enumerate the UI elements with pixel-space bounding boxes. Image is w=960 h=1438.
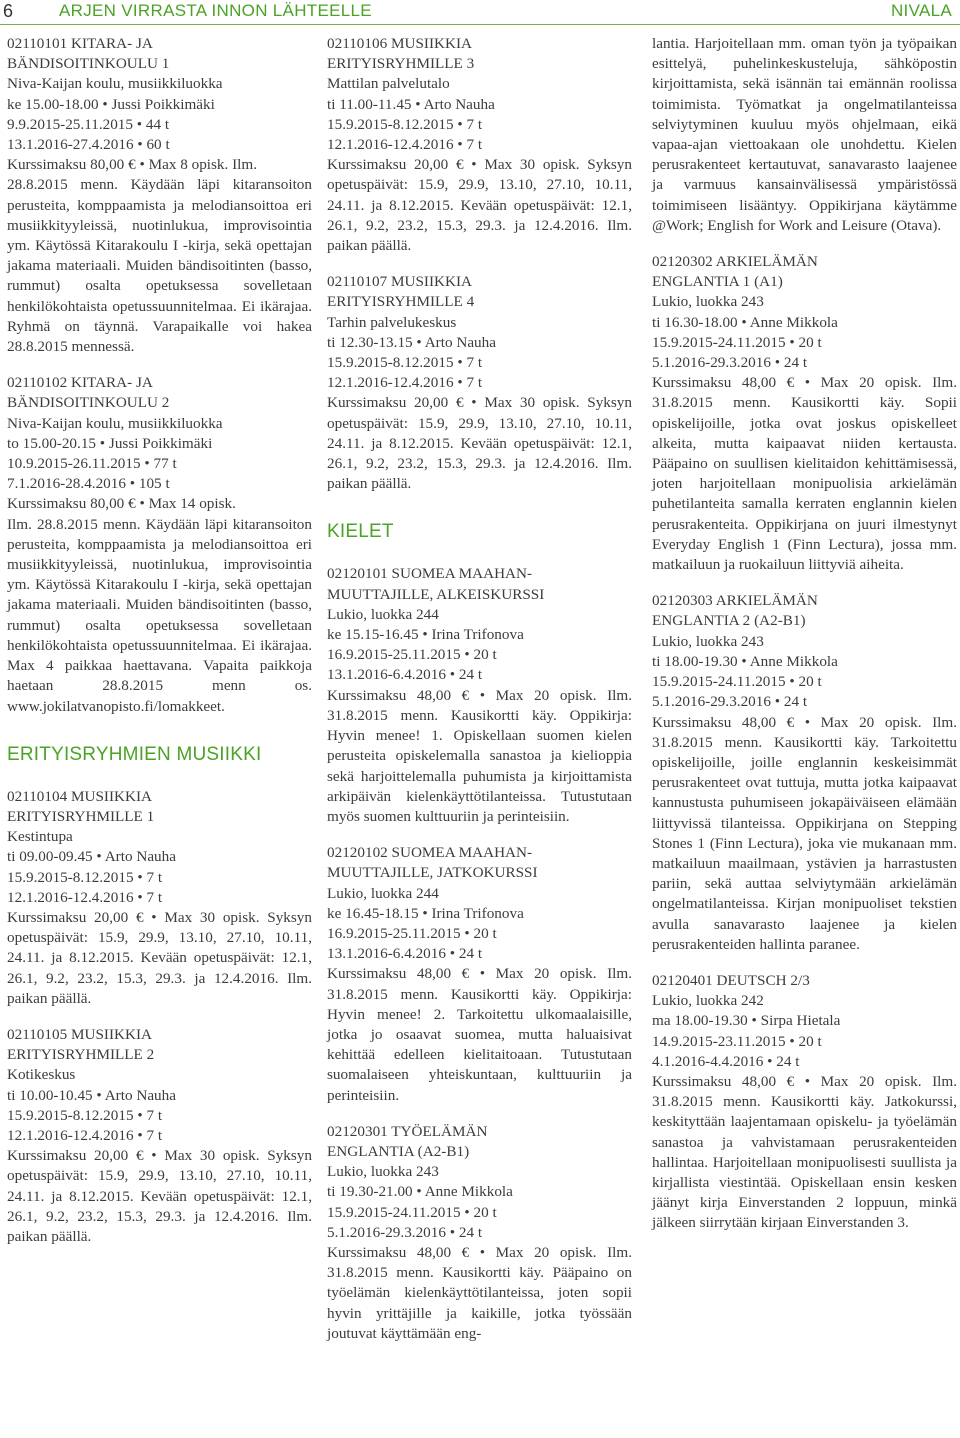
course-time-teacher: ti 18.00-19.30 • Anne Mikkola [652, 652, 838, 670]
section-heading: ERITYISRYHMIEN MUSIIKKI [7, 743, 262, 765]
course-time-teacher: ti 09.00-09.45 • Arto Nauha [7, 848, 176, 866]
column-left [7, 34, 312, 1263]
course-description: Kurssimaksu 48,00 € • Max 20 opisk. Ilm. 31.8.2015 menn. Kausikortti käy. Oppikirja: Hyvin menee! 1. Opiskellaan suomen kielen perusteita opiskelemalla sanastoa ja kielioppia sekä harjoittelemalla puhumista ja kirjoittamista arkipäivän kielenkäyttötilanteissa. Tutustutaan myös suomen kulttuuriin ja perinteisiin. [327, 686, 632, 825]
course-code-title: MUUTTAJILLE, JATKOKURSSI [327, 864, 538, 882]
course-code-title: ERITYISRYHMILLE 2 [7, 1046, 155, 1064]
course-entry [7, 787, 312, 1009]
course-time-teacher: ke 15.00-18.00 • Jussi Poikkimäki [7, 95, 215, 113]
course-dates: 12.1.2016-12.4.2016 • 7 t [327, 374, 483, 392]
course-description: Kurssimaksu 48,00 € • Max 20 opisk. Ilm. 31.8.2015 menn. Kausikortti käy. Tarkoitettu opiskelijoille, joille englannin keskeisimmät perusrakenteet ovat tuttuja, mutta jotka kaipaavat kannustusta puhumiseen jokapäiväiseen elämään liittyvissä tilanteissa. Oppikirjana on Stepping Stones 1 (Finn Lectura), joka vie mukanaan mm. matkailuun maailmaan, ystävien ja harrastusten pariin, sekä auttaa selviytymään arkielämän ongelmatilanteissa. Kirjan monipuoliset tekstien avulla sanavarasto laajenee ja kielen perusrakenteiden hallinta paranee. [652, 713, 957, 953]
course-dates: 15.9.2015-8.12.2015 • 7 t [327, 115, 483, 133]
course-location: Kotikeskus [7, 1066, 76, 1084]
course-entry [327, 1122, 632, 1344]
course-location: Lukio, luokka 243 [652, 293, 764, 311]
course-code-title: 02110104 MUSIIKKIA [7, 787, 152, 805]
course-entry [7, 34, 312, 357]
course-code-title: 02110105 MUSIIKKIA [7, 1025, 152, 1043]
course-time-teacher: ke 16.45-18.15 • Irina Trifonova [327, 904, 524, 922]
course-location: Niva-Kaijan koulu, musiikkiluokka [7, 75, 223, 93]
course-dates: 12.1.2016-12.4.2016 • 7 t [7, 1126, 163, 1144]
course-description: Kurssimaksu 48,00 € • Max 20 opisk. Ilm. 31.8.2015 menn. Kausikortti käy. Jatkokurssi, keskityttään laajentamaan opiskelu- ja työelämän sanastoa ja vahvistamaan perusrakenteiden hallintaa. Harjoitellaan monipuolisesti suullista ja kirjallista viestintää. Opiskellaan ensin kesken jäänyt kirja Einverstanden 2 loppuun, minkä jälkeen siirrytään kirjaan Einverstanden 3. [652, 1072, 957, 1232]
course-dates: 7.1.2016-28.4.2016 • 105 t [7, 475, 170, 493]
column-right [652, 34, 957, 1250]
course-location: Mattilan palvelutalo [327, 75, 450, 93]
course-time-teacher: ma 18.00-19.30 • Sirpa Hietala [652, 1012, 841, 1030]
course-code-title: ERITYISRYHMILLE 4 [327, 293, 475, 311]
course-time-teacher: ti 11.00-11.45 • Arto Nauha [327, 95, 495, 113]
course-dates: 14.9.2015-23.11.2015 • 20 t [652, 1032, 822, 1050]
course-dates: 5.1.2016-29.3.2016 • 24 t [652, 354, 808, 372]
course-code-title: 02110107 MUSIIKKIA [327, 273, 472, 291]
course-entry [652, 591, 957, 955]
course-dates: 12.1.2016-12.4.2016 • 7 t [327, 136, 483, 154]
page-number: 6 [3, 1, 14, 21]
course-code-title: ERITYISRYHMILLE 3 [327, 55, 475, 73]
course-dates: 15.9.2015-8.12.2015 • 7 t [7, 1106, 163, 1124]
course-time-teacher: to 15.00-20.15 • Jussi Poikkimäki [7, 434, 213, 452]
course-location: Lukio, luokka 244 [327, 884, 439, 902]
course-dates: 5.1.2016-29.3.2016 • 24 t [327, 1223, 483, 1241]
course-entry [652, 252, 957, 575]
course-entry [327, 843, 632, 1106]
course-dates: 4.1.2016-4.4.2016 • 24 t [652, 1052, 800, 1070]
course-entry [7, 1025, 312, 1247]
course-entry [327, 34, 632, 256]
course-dates: 9.9.2015-25.11.2015 • 44 t [7, 115, 170, 133]
course-location: Lukio, luokka 243 [327, 1163, 439, 1181]
course-location: Tarhin palvelukeskus [327, 313, 457, 331]
course-description: lantia. Harjoitellaan mm. oman työn ja työpaikan esittelyä, puhelinkeskusteluja, sähköpostin kirjoittamista, sekä isännän tai emännän roolissa toimimista. Työmatkat ja ongelmatilanteissa selviytyminen kuuluu myös ohjelmaan, eikä vapaa-ajan viettoakaan ole unohdettu. Kielen perusrakenteet kertautuvat, sanavarasto laajenee ja varmuus kansainvälisessä ympäristössä toimimiseen lisääntyy. Oppikirjana käytämme @Work; English for Work and Leisure (Otava). [652, 35, 957, 234]
course-entry [327, 272, 632, 494]
course-time-teacher: ke 15.15-16.45 • Irina Trifonova [327, 626, 524, 644]
course-code-title: ENGLANTIA 1 (A1) [652, 273, 783, 291]
course-fee: Kurssimaksu 80,00 € • Max 14 opisk. [7, 495, 236, 513]
course-code-title: ERITYISRYHMILLE 1 [7, 807, 155, 825]
course-dates: 15.9.2015-24.11.2015 • 20 t [327, 1203, 497, 1221]
course-code-title: BÄNDISOITINKOULU 2 [7, 394, 170, 412]
course-location: Kestintupa [7, 828, 73, 846]
page-header [0, 0, 960, 24]
course-code-title: BÄNDISOITINKOULU 1 [7, 55, 170, 73]
course-dates: 5.1.2016-29.3.2016 • 24 t [652, 693, 808, 711]
course-entry [7, 373, 312, 716]
course-entry [652, 971, 957, 1234]
course-code-title: 02110102 KITARA- JA [7, 374, 153, 392]
course-description: Ilm. 28.8.2015 menn. Käydään läpi kitaransoiton perusteita, komppaamista ja melodiansoittoa eri musiikkityyleissä, nuotinlukua, improvisointia ym. Käytössä Kitarakoulu I -kirja, sekä opettajan jakama materiaali. Muiden bändisoitinten (basso, rummut) osalta opetuksessa sovelletaan henkilökohtaista opetussuunnitelmaa. Ei ikärajaa. Max 4 paikkaa haettavana. Vapaita paikkoja haetaan 28.8.2015 menn os. www.jokilatvanopisto.fi/lomakkeet. [7, 515, 312, 715]
course-time-teacher: ti 12.30-13.15 • Arto Nauha [327, 333, 496, 351]
course-code-title: 02120102 SUOMEA MAAHAN- [327, 844, 533, 862]
course-time-teacher: ti 19.30-21.00 • Anne Mikkola [327, 1183, 513, 1201]
course-time-teacher: ti 10.00-10.45 • Arto Nauha [7, 1086, 176, 1104]
course-description: Kurssimaksu 20,00 € • Max 30 opisk. Syksyn opetuspäivät: 15.9, 29.9, 13.10, 27.10, 10.11, 24.11. ja 8.12.2015. Kevään opetuspäivät: 12.1, 26.1, 9.2, 23.2, 15.3, 29.3. ja 12.4.2016. Ilm. paikan päällä. [327, 156, 632, 255]
course-time-teacher: ti 16.30-18.00 • Anne Mikkola [652, 313, 838, 331]
column-middle [327, 34, 632, 1360]
course-dates: 15.9.2015-8.12.2015 • 7 t [327, 354, 483, 372]
course-dates: 13.1.2016-6.4.2016 • 24 t [327, 945, 483, 963]
course-description: 28.8.2015 menn. Käydään läpi kitaransoiton perusteita, komppaamista ja melodiansoittoa eri musiikkityyleissä, nuotinlukua, improvisointia ym. Käytössä Kitarakoulu I -kirja, sekä opettajan jakama materiaali. Muiden bändisoitinten (basso, rummut) osalta opetuksessa sovelletaan henkilökohtaista opetussuunnitelmaa. Ei ikärajaa. Ryhmä on täynnä. Varapaikalle voi hakea 28.8.2015 mennessä. [7, 176, 312, 356]
course-dates: 13.1.2016-6.4.2016 • 24 t [327, 666, 483, 684]
section-label: NIVALA [890, 1, 952, 20]
course-code-title: 02120303 ARKIELÄMÄN [652, 592, 818, 610]
course-code-title: ENGLANTIA 2 (A2-B1) [652, 612, 806, 630]
section-heading: KIELET [327, 521, 394, 543]
course-description: Kurssimaksu 48,00 € • Max 20 opisk. Ilm. 31.8.2015 menn. Kausikortti käy. Pääpaino on työelämän kielenkäyttötilanteissa, joten sopii hyvin yrittäjille ja kaikille, jotka työssään joutuvat käyttämään eng- [327, 1243, 632, 1342]
course-location: Lukio, luokka 242 [652, 992, 764, 1010]
course-description: Kurssimaksu 20,00 € • Max 30 opisk. Syksyn opetuspäivät: 15.9, 29.9, 13.10, 27.10, 10.11, 24.11. ja 8.12.2015. Kevään opetuspäivät: 12.1, 26.1, 9.2, 23.2, 15.3, 29.3. ja 12.4.2016. Ilm. paikan päällä. [7, 1147, 312, 1245]
publication-title: ARJEN VIRRASTA INNON LÄHTEELLE [59, 1, 372, 20]
course-dates: 10.9.2015-26.11.2015 • 77 t [7, 455, 177, 473]
course-dates: 15.9.2015-8.12.2015 • 7 t [7, 868, 163, 886]
course-code-title: 02120401 DEUTSCH 2/3 [652, 971, 810, 989]
course-code-title: 02110106 MUSIIKKIA [327, 35, 472, 52]
course-location: Niva-Kaijan koulu, musiikkiluokka [7, 414, 223, 432]
course-fee: Kurssimaksu 80,00 € • Max 8 opisk. Ilm. [7, 156, 258, 174]
course-code-title: 02120301 TYÖELÄMÄN [327, 1122, 488, 1140]
course-code-title: 02120101 SUOMEA MAAHAN- [327, 565, 533, 583]
course-description: Kurssimaksu 48,00 € • Max 20 opisk. Ilm. 31.8.2015 menn. Kausikortti käy. Oppikirja: Hyvin menee! 2. Tarkoitettu ulkomaalaisille, jotka jo osaavat suomea, mutta haluaisivat kehittää edelleen kielitaitoaan. Tutustutaan suomalaiseen yhteiskuntaan, kulttuuriin ja perinteisiin. [327, 965, 632, 1104]
course-dates: 12.1.2016-12.4.2016 • 7 t [7, 888, 163, 906]
course-dates: 15.9.2015-24.11.2015 • 20 t [652, 333, 822, 351]
course-dates: 13.1.2016-27.4.2016 • 60 t [7, 136, 170, 154]
course-dates: 16.9.2015-25.11.2015 • 20 t [327, 924, 497, 942]
course-code-title: MUUTTAJILLE, ALKEISKURSSI [327, 585, 545, 603]
course-location: Lukio, luokka 244 [327, 605, 439, 623]
course-description: Kurssimaksu 20,00 € • Max 30 opisk. Syksyn opetuspäivät: 15.9, 29.9, 13.10, 27.10, 10.11, 24.11. ja 8.12.2015. Kevään opetuspäivät: 12.1, 26.1, 9.2, 23.2, 15.3, 29.3. ja 12.4.2016. Ilm. paikan päällä. [7, 908, 312, 1007]
course-description: Kurssimaksu 20,00 € • Max 30 opisk. Syksyn opetuspäivät: 15.9, 29.9, 13.10, 27.10, 10.11, 24.11. ja 8.12.2015. Kevään opetuspäivät: 12.1, 26.1, 9.2, 23.2, 15.3, 29.3. ja 12.4.2016. Ilm. paikan päällä. [327, 394, 632, 493]
course-description: Kurssimaksu 48,00 € • Max 20 opisk. Ilm. 31.8.2015 menn. Kausikortti käy. Sopii opiskelijoille, jotka ovat joskus opiskelleet alkeita, mutta kaipaavat niiden kertausta. Pääpaino on suullisen kielitaidon kehittämisessä, joten harjoitellaan monipuolisia arkielämän puhetilanteita samalla kerraten englannin kielen perusrakenteita. Oppikirjana on juuri ilmestynyt Everyday English 1 (Finn Lectura), jossa mm. matkailuun ja ruokailuun liittyviä aiheita. [652, 374, 957, 574]
course-dates: 15.9.2015-24.11.2015 • 20 t [652, 673, 822, 691]
course-entry-continued [652, 34, 957, 236]
course-entry [327, 564, 632, 827]
course-code-title: 02120302 ARKIELÄMÄN [652, 253, 818, 271]
course-code-title: 02110101 KITARA- JA [7, 35, 153, 52]
course-dates: 16.9.2015-25.11.2015 • 20 t [327, 646, 497, 664]
course-code-title: ENGLANTIA (A2-B1) [327, 1142, 470, 1160]
course-location: Lukio, luokka 243 [652, 632, 764, 650]
